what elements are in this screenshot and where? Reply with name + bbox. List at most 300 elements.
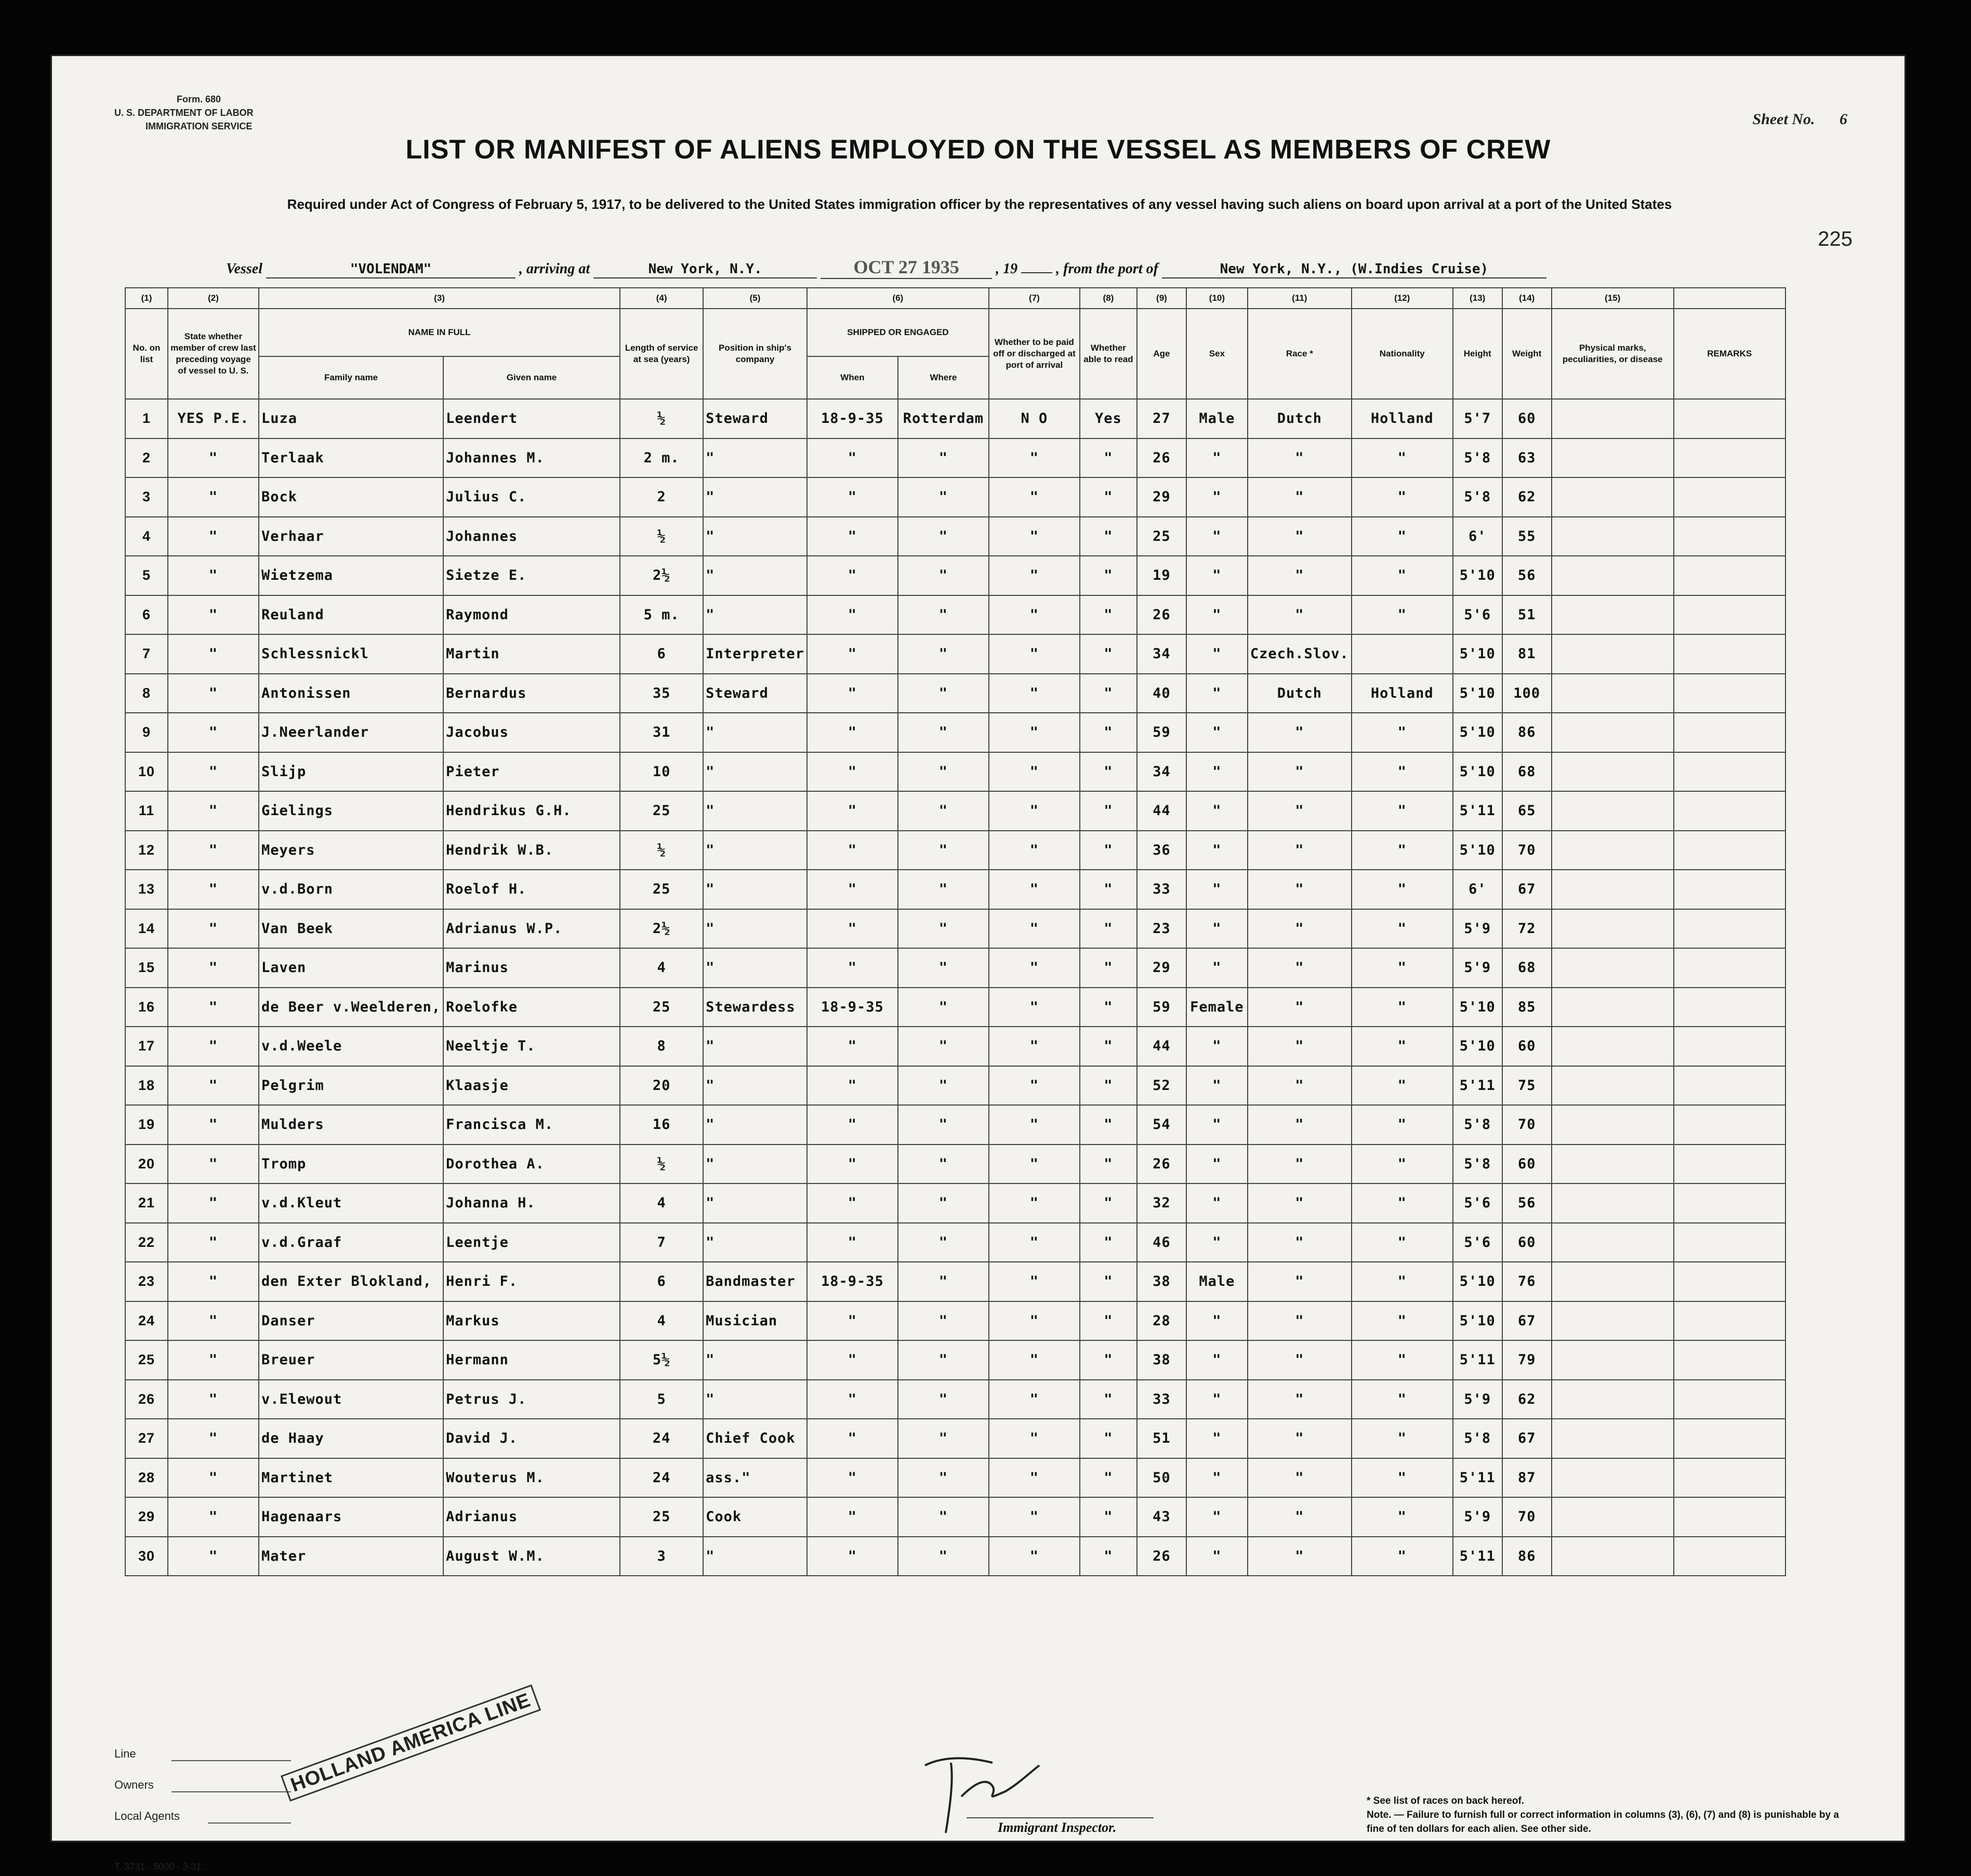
weight-cell: 60 (1502, 1145, 1552, 1184)
length-of-service-cell: 31 (620, 713, 703, 752)
row-number-cell: 16 (125, 988, 168, 1027)
given-name-cell: Johannes (443, 517, 620, 556)
shipped-where-cell: " (898, 674, 989, 713)
able-to-read-cell: " (1080, 1262, 1137, 1301)
header-shipped-or-engaged: SHIPPED OR ENGAGED (807, 309, 989, 356)
nationality-cell: " (1352, 1027, 1453, 1066)
header-nationality: Nationality (1352, 309, 1453, 399)
shipped-where-cell: " (898, 948, 989, 988)
shipped-when-cell: " (807, 948, 898, 988)
paid-off-cell: " (989, 634, 1080, 674)
weight-cell: 55 (1502, 517, 1552, 556)
nationality-cell: " (1352, 1066, 1453, 1106)
family-name-cell: Hagenaars (259, 1497, 443, 1537)
physical-marks-cell (1552, 1497, 1674, 1537)
remarks-cell (1674, 1105, 1785, 1145)
height-cell: 6' (1453, 517, 1502, 556)
given-name-cell: Johanna H. (443, 1183, 620, 1223)
shipped-where-cell: " (898, 595, 989, 635)
member-last-voyage-cell: " (168, 634, 259, 674)
shipped-when-cell: " (807, 791, 898, 831)
weight-cell: 70 (1502, 1105, 1552, 1145)
race-cell: " (1248, 831, 1352, 870)
table-row (125, 1419, 1785, 1458)
physical-marks-cell (1552, 1105, 1674, 1145)
age-cell: 54 (1137, 1105, 1186, 1145)
position-cell: " (703, 477, 807, 517)
family-name-cell: de Haay (259, 1419, 443, 1458)
length-of-service-cell: 6 (620, 1262, 703, 1301)
age-cell: 26 (1137, 438, 1186, 478)
row-number-cell: 30 (125, 1537, 168, 1576)
member-last-voyage-cell: " (168, 477, 259, 517)
row-number-cell: 15 (125, 948, 168, 988)
remarks-cell (1674, 477, 1785, 517)
able-to-read-cell: " (1080, 1105, 1137, 1145)
height-cell: 5'7 (1453, 399, 1502, 438)
weight-cell: 86 (1502, 713, 1552, 752)
sex-cell: " (1186, 1497, 1248, 1537)
family-name-cell: Luza (259, 399, 443, 438)
header-weight: Weight (1502, 309, 1552, 399)
sex-cell: " (1186, 438, 1248, 478)
shipped-where-cell: " (898, 713, 989, 752)
given-name-cell: David J. (443, 1419, 620, 1458)
sex-cell: " (1186, 1419, 1248, 1458)
remarks-cell (1674, 1145, 1785, 1184)
able-to-read-cell: " (1080, 595, 1137, 635)
header-no-on-list: No. on list (125, 309, 168, 399)
row-number-cell: 5 (125, 556, 168, 595)
length-of-service-cell: 25 (620, 791, 703, 831)
inspector-label: Immigrant Inspector. (998, 1820, 1117, 1835)
shipped-where-cell: " (898, 438, 989, 478)
race-cell: " (1248, 948, 1352, 988)
shipped-when-cell: " (807, 752, 898, 792)
race-cell: " (1248, 595, 1352, 635)
table-row (125, 556, 1785, 595)
given-name-cell: Leentje (443, 1223, 620, 1262)
position-cell: " (703, 595, 807, 635)
physical-marks-cell (1552, 1380, 1674, 1419)
shipped-where-cell: " (898, 831, 989, 870)
row-number-cell: 24 (125, 1301, 168, 1341)
page-number: 225 (1818, 228, 1853, 250)
table-row (125, 399, 1785, 438)
member-last-voyage-cell: " (168, 1497, 259, 1537)
nationality-cell: " (1352, 556, 1453, 595)
col-num: (4) (620, 288, 703, 309)
nationality-cell: " (1352, 831, 1453, 870)
nationality-cell: " (1352, 1497, 1453, 1537)
sex-cell: Male (1186, 399, 1248, 438)
race-cell: Dutch (1248, 399, 1352, 438)
sex-cell: " (1186, 1066, 1248, 1106)
weight-cell: 65 (1502, 791, 1552, 831)
row-number-cell: 14 (125, 909, 168, 949)
table-row (125, 634, 1785, 674)
table-row (125, 1340, 1785, 1380)
paid-off-cell: " (989, 1537, 1080, 1576)
length-of-service-cell: 2 m. (620, 438, 703, 478)
header-member-last-voyage: State whether member of crew last preceding voyage of vessel to U. S. (168, 309, 259, 399)
row-number-cell: 4 (125, 517, 168, 556)
table-row (125, 674, 1785, 713)
nationality-cell: " (1352, 1183, 1453, 1223)
shipped-where-cell: " (898, 1223, 989, 1262)
paid-off-cell: " (989, 948, 1080, 988)
form-number: Form. 680 (177, 94, 221, 104)
position-cell: Steward (703, 674, 807, 713)
race-cell: " (1248, 909, 1352, 949)
sheet-number (1753, 111, 1848, 128)
nationality-cell: " (1352, 1145, 1453, 1184)
sex-cell: " (1186, 831, 1248, 870)
weight-cell: 70 (1502, 1497, 1552, 1537)
shipped-when-cell: " (807, 674, 898, 713)
race-cell: " (1248, 1458, 1352, 1498)
member-last-voyage-cell: " (168, 674, 259, 713)
sheet-label: Sheet No. (1752, 111, 1815, 128)
age-cell: 52 (1137, 1066, 1186, 1106)
shipped-when-cell: 18-9-35 (807, 399, 898, 438)
given-name-cell: Martin (443, 634, 620, 674)
row-number-cell: 25 (125, 1340, 168, 1380)
physical-marks-cell (1552, 1537, 1674, 1576)
shipped-where-cell: " (898, 634, 989, 674)
shipped-when-cell: " (807, 1537, 898, 1576)
sex-cell: " (1186, 1380, 1248, 1419)
row-number-cell: 27 (125, 1419, 168, 1458)
race-cell: " (1248, 1537, 1352, 1576)
given-name-cell: Petrus J. (443, 1380, 620, 1419)
remarks-cell (1674, 517, 1785, 556)
height-cell: 5'10 (1453, 674, 1502, 713)
shipped-where-cell: " (898, 909, 989, 949)
family-name-cell: Breuer (259, 1340, 443, 1380)
vessel-label: Vessel (226, 261, 262, 277)
able-to-read-cell: " (1080, 909, 1137, 949)
paid-off-cell: " (989, 1027, 1080, 1066)
able-to-read-cell: " (1080, 752, 1137, 792)
weight-cell: 67 (1502, 1301, 1552, 1341)
weight-cell: 86 (1502, 1537, 1552, 1576)
member-last-voyage-cell: " (168, 1419, 259, 1458)
col-num: (14) (1502, 288, 1552, 309)
sex-cell: " (1186, 870, 1248, 909)
nationality-cell: " (1352, 438, 1453, 478)
shipped-when-cell: " (807, 1183, 898, 1223)
sex-cell: " (1186, 477, 1248, 517)
shipped-when-cell: " (807, 438, 898, 478)
able-to-read-cell: " (1080, 556, 1137, 595)
weight-cell: 60 (1502, 399, 1552, 438)
nationality-cell: " (1352, 1419, 1453, 1458)
able-to-read-cell: " (1080, 1145, 1137, 1184)
table-row (125, 517, 1785, 556)
height-cell: 5'11 (1453, 1340, 1502, 1380)
length-of-service-cell: 4 (620, 948, 703, 988)
family-name-cell: Tromp (259, 1145, 443, 1184)
remarks-cell (1674, 674, 1785, 713)
nationality-cell: " (1352, 713, 1453, 752)
physical-marks-cell (1552, 1066, 1674, 1106)
race-cell: " (1248, 752, 1352, 792)
paid-off-cell: " (989, 988, 1080, 1027)
remarks-cell (1674, 1183, 1785, 1223)
race-cell: " (1248, 1301, 1352, 1341)
weight-cell: 60 (1502, 1223, 1552, 1262)
race-cell: " (1248, 1262, 1352, 1301)
row-number-cell: 11 (125, 791, 168, 831)
family-name-cell: Pelgrim (259, 1066, 443, 1106)
able-to-read-cell: " (1080, 1419, 1137, 1458)
able-to-read-cell: Yes (1080, 399, 1137, 438)
table-row (125, 713, 1785, 752)
nationality-cell: " (1352, 1340, 1453, 1380)
length-of-service-cell: 2½ (620, 556, 703, 595)
member-last-voyage-cell: " (168, 556, 259, 595)
physical-marks-cell (1552, 1340, 1674, 1380)
sex-cell: " (1186, 1458, 1248, 1498)
nationality-cell: " (1352, 988, 1453, 1027)
physical-marks-cell (1552, 634, 1674, 674)
header-row (125, 309, 1785, 356)
header-position: Position in ship's company (703, 309, 807, 399)
family-name-cell: Mulders (259, 1105, 443, 1145)
sex-cell: " (1186, 517, 1248, 556)
service-name: IMMIGRATION SERVICE (145, 121, 253, 131)
family-name-cell: Meyers (259, 831, 443, 870)
table-row (125, 870, 1785, 909)
table-row (125, 1497, 1785, 1537)
length-of-service-cell: 35 (620, 674, 703, 713)
age-cell: 34 (1137, 634, 1186, 674)
weight-cell: 67 (1502, 1419, 1552, 1458)
given-name-cell: Hendrik W.B. (443, 831, 620, 870)
length-of-service-cell: ½ (620, 517, 703, 556)
row-number-cell: 26 (125, 1380, 168, 1419)
sex-cell: " (1186, 791, 1248, 831)
shipped-when-cell: " (807, 1066, 898, 1106)
shipped-when-cell: " (807, 1458, 898, 1498)
height-cell: 5'10 (1453, 713, 1502, 752)
shipped-where-cell: " (898, 477, 989, 517)
able-to-read-cell: " (1080, 517, 1137, 556)
date-stamp: OCT 27 1935 (853, 257, 959, 277)
shipped-where-cell: " (898, 1301, 989, 1341)
col-num: (15) (1552, 288, 1674, 309)
col-num: (3) (259, 288, 620, 309)
race-cell: " (1248, 517, 1352, 556)
physical-marks-cell (1552, 1262, 1674, 1301)
shipped-where-cell: " (898, 988, 989, 1027)
given-name-cell: Pieter (443, 752, 620, 792)
height-cell: 5'10 (1453, 752, 1502, 792)
weight-cell: 51 (1502, 595, 1552, 635)
shipped-where-cell: " (898, 752, 989, 792)
paid-off-cell: " (989, 438, 1080, 478)
member-last-voyage-cell: " (168, 517, 259, 556)
length-of-service-cell: 4 (620, 1301, 703, 1341)
arriving-label: , arriving at (519, 261, 590, 277)
shipped-when-cell: " (807, 517, 898, 556)
height-cell: 5'8 (1453, 1419, 1502, 1458)
member-last-voyage-cell: " (168, 831, 259, 870)
position-cell: Cook (703, 1497, 807, 1537)
sex-cell: " (1186, 1223, 1248, 1262)
nationality-cell: " (1352, 752, 1453, 792)
weight-cell: 87 (1502, 1458, 1552, 1498)
position-cell: " (703, 1380, 807, 1419)
col-num: (11) (1248, 288, 1352, 309)
shipped-where-cell: " (898, 517, 989, 556)
position-cell: " (703, 438, 807, 478)
race-cell: " (1248, 1066, 1352, 1106)
family-name-cell: Van Beek (259, 909, 443, 949)
race-cell: " (1248, 1380, 1352, 1419)
paid-off-cell: " (989, 1223, 1080, 1262)
row-number-cell: 20 (125, 1145, 168, 1184)
remarks-cell (1674, 1223, 1785, 1262)
shipped-where-cell: " (898, 1419, 989, 1458)
height-cell: 5'11 (1453, 791, 1502, 831)
weight-cell: 100 (1502, 674, 1552, 713)
header-length-of-service: Length of service at sea (years) (620, 309, 703, 399)
col-num: (1) (125, 288, 168, 309)
length-of-service-cell: 10 (620, 752, 703, 792)
age-cell: 43 (1137, 1497, 1186, 1537)
weight-cell: 62 (1502, 477, 1552, 517)
given-name-cell: Neeltje T. (443, 1027, 620, 1066)
member-last-voyage-cell: " (168, 1262, 259, 1301)
sex-cell: " (1186, 1027, 1248, 1066)
member-last-voyage-cell: " (168, 713, 259, 752)
race-cell: Czech.Slov. (1248, 634, 1352, 674)
nationality-cell: " (1352, 517, 1453, 556)
length-of-service-cell: 20 (620, 1066, 703, 1106)
age-cell: 23 (1137, 909, 1186, 949)
from-port: New York, N.Y., (W.Indies Cruise) (1220, 261, 1489, 277)
weight-cell: 76 (1502, 1262, 1552, 1301)
department-name: U. S. DEPARTMENT OF LABOR (114, 108, 254, 118)
height-cell: 5'9 (1453, 1497, 1502, 1537)
length-of-service-cell: 8 (620, 1027, 703, 1066)
col-num: (2) (168, 288, 259, 309)
remarks-cell (1674, 870, 1785, 909)
paid-off-cell: " (989, 752, 1080, 792)
nationality-cell: " (1352, 1262, 1453, 1301)
page-subtitle: Required under Act of Congress of February 5, 1917, to be delivered to the United States immigration officer by the representatives of any vessel having such aliens on board upon arrival at a port of the United States (287, 196, 1672, 212)
position-cell: " (703, 1183, 807, 1223)
member-last-voyage-cell: " (168, 1145, 259, 1184)
position-cell: " (703, 791, 807, 831)
given-name-cell: Wouterus M. (443, 1458, 620, 1498)
remarks-cell (1674, 713, 1785, 752)
age-cell: 38 (1137, 1262, 1186, 1301)
shipped-where-cell: " (898, 1027, 989, 1066)
member-last-voyage-cell: " (168, 1066, 259, 1106)
paid-off-cell: " (989, 517, 1080, 556)
physical-marks-cell (1552, 1145, 1674, 1184)
race-cell: " (1248, 556, 1352, 595)
footnote-races: * See list of races on back hereof. (1367, 1795, 1525, 1806)
col-num: (8) (1080, 288, 1137, 309)
member-last-voyage-cell: " (168, 1537, 259, 1576)
member-last-voyage-cell: " (168, 870, 259, 909)
height-cell: 5'10 (1453, 1301, 1502, 1341)
height-cell: 5'10 (1453, 556, 1502, 595)
sex-cell: " (1186, 948, 1248, 988)
family-name-cell: v.Elewout (259, 1380, 443, 1419)
family-name-cell: Antonissen (259, 674, 443, 713)
physical-marks-cell (1552, 556, 1674, 595)
position-cell: " (703, 870, 807, 909)
nationality-cell: Holland (1352, 399, 1453, 438)
row-number-cell: 12 (125, 831, 168, 870)
able-to-read-cell: " (1080, 713, 1137, 752)
remarks-cell (1674, 1340, 1785, 1380)
physical-marks-cell (1552, 595, 1674, 635)
shipped-when-cell: " (807, 1145, 898, 1184)
row-number-cell: 9 (125, 713, 168, 752)
holland-america-line-stamp: HOLLAND AMERICA LINE (281, 1684, 541, 1802)
remarks-cell (1674, 1380, 1785, 1419)
vessel-line (226, 256, 1759, 279)
given-name-cell: Klaasje (443, 1066, 620, 1106)
family-name-cell: den Exter Blokland, (259, 1262, 443, 1301)
physical-marks-cell (1552, 517, 1674, 556)
sex-cell: " (1186, 713, 1248, 752)
remarks-cell (1674, 595, 1785, 635)
sex-cell: " (1186, 634, 1248, 674)
race-cell: " (1248, 1419, 1352, 1458)
sex-cell: Male (1186, 1262, 1248, 1301)
shipped-where-cell: Rotterdam (898, 399, 989, 438)
age-cell: 46 (1137, 1223, 1186, 1262)
col-num: (9) (1137, 288, 1186, 309)
header-given-name: Given name (443, 356, 620, 399)
given-name-cell: Sietze E. (443, 556, 620, 595)
table-row (125, 988, 1785, 1027)
given-name-cell: August W.M. (443, 1537, 620, 1576)
weight-cell: 79 (1502, 1340, 1552, 1380)
height-cell: 5'9 (1453, 909, 1502, 949)
nationality-cell (1352, 634, 1453, 674)
family-name-cell: v.d.Graaf (259, 1223, 443, 1262)
shipped-when-cell: 18-9-35 (807, 1262, 898, 1301)
age-cell: 26 (1137, 1145, 1186, 1184)
age-cell: 27 (1137, 399, 1186, 438)
remarks-cell (1674, 634, 1785, 674)
col-num: (5) (703, 288, 807, 309)
shipped-when-cell: " (807, 1105, 898, 1145)
weight-cell: 75 (1502, 1066, 1552, 1106)
sex-cell: " (1186, 909, 1248, 949)
age-cell: 19 (1137, 556, 1186, 595)
remarks-cell (1674, 988, 1785, 1027)
given-name-cell: Dorothea A. (443, 1145, 620, 1184)
shipped-when-cell: " (807, 831, 898, 870)
age-cell: 50 (1137, 1458, 1186, 1498)
shipped-where-cell: " (898, 1105, 989, 1145)
given-name-cell: Adrianus (443, 1497, 620, 1537)
paid-off-cell: " (989, 1262, 1080, 1301)
given-name-cell: Raymond (443, 595, 620, 635)
family-name-cell: Mater (259, 1537, 443, 1576)
height-cell: 5'10 (1453, 1262, 1502, 1301)
table-row (125, 791, 1785, 831)
